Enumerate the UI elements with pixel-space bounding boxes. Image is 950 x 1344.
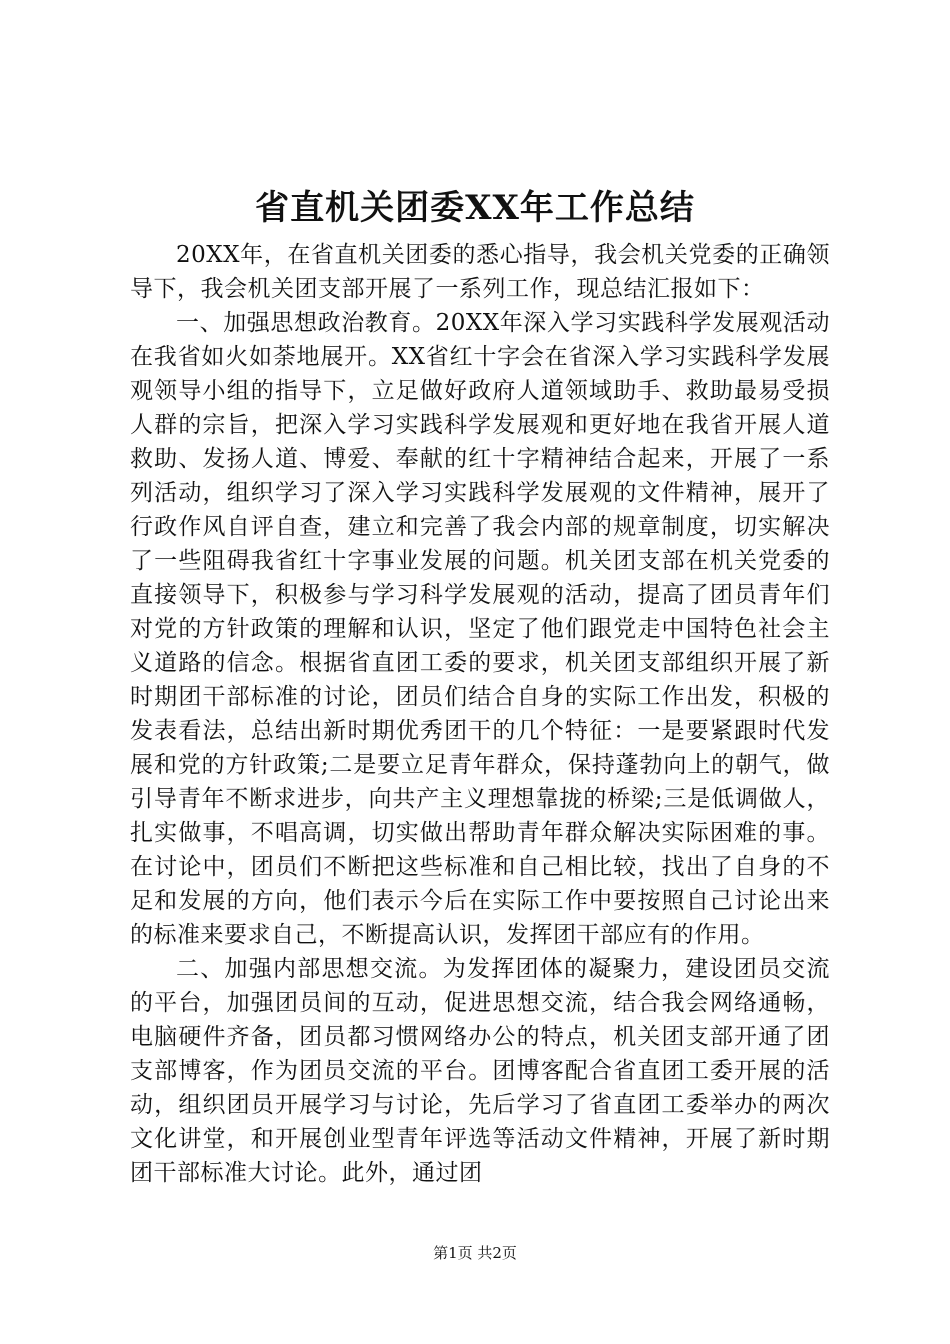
paragraph-intro: 20XX年，在省直机关团委的悉心指导，我会机关党委的正确领导下，我会机关团支部开展了一系列工作，现总结汇报如下：: [130, 242, 830, 302]
paragraph-section-2: 二、加强内部思想交流。为发挥团体的凝聚力，建设团员交流的平台，加强团员间的互动，促进思想交流，结合我会网络通畅，电脑硬件齐备，团员都习惯网络办公的特点，机关团支部开通了团支部博客，作为团员交流的平台。团博客配合省直团工委开展的活动，组织团员开展学习与讨论，先后学习了省直团工委举办的两次文化讲堂，和开展创业型青年评选等活动文件精神，开展了新时期团干部标准大讨论。此外，通过团: [130, 956, 830, 1186]
paragraph-section-1: 一、加强思想政治教育。20XX年深入学习实践科学发展观活动在我省如火如荼地展开。XX省红十字会在省深入学习实践科学发展观领导小组的指导下，立足做好政府人道领域助手、救助最易受损人群的宗旨，把深入学习实践科学发展观和更好地在我省开展人道救助、发扬人道、博爱、奉献的红十字精神结合起来，开展了一系列活动，组织学习了深入学习实践科学发展观的文件精神，展开了行政作风自评自查，建立和完善了我会内部的规章制度，切实解决了一些阻碍我省红十字事业发展的问题。机关团支部在机关党委的直接领导下，积极参与学习科学发展观的活动，提高了团员青年们对党的方针政策的理解和认识，坚定了他们跟党走中国特色社会主义道路的信念。根据省直团工委的要求，机关团支部组织开展了新时期团干部标准的讨论，团员们结合自身的实际工作出发，积极的发表看法，总结出新时期优秀团干的几个特征：一是要紧跟时代发展和党的方针政策;二是要立足青年群众，保持蓬勃向上的朝气，做引导青年不断求进步，向共产主义理想靠拢的桥梁;三是低调做人，扎实做事，不唱高调，切实做出帮助青年群众解决实际困难的事。在讨论中，团员们不断把这些标准和自己相比较，找出了自身的不足和发展的方向，他们表示今后在实际工作中要按照自己讨论出来的标准来要求自己，不断提高认识，发挥团干部应有的作用。: [130, 310, 830, 948]
page-footer: 第1页 共2页: [433, 1244, 517, 1262]
document-title: 省直机关团委XX年工作总结: [255, 188, 695, 228]
document-body: [130, 238, 830, 1190]
